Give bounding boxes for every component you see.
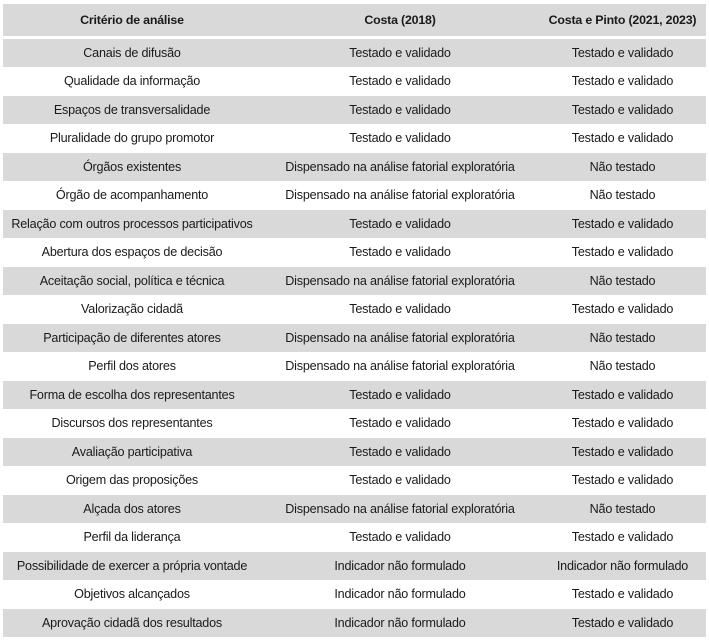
costa-2018-cell: Dispensado na análise fatorial exploratória [261, 495, 539, 524]
costa-2018-cell: Indicador não formulado [261, 552, 539, 581]
criterio-cell: Forma de escolha dos representantes [3, 381, 261, 410]
costa-pinto-cell: Testado e validado [539, 295, 706, 324]
costa-2018-cell: Indicador não formulado [261, 609, 539, 637]
criterio-cell: Qualidade da informação [3, 67, 261, 96]
criterio-cell: Valorização cidadã [3, 295, 261, 324]
costa-pinto-cell: Não testado [539, 324, 706, 353]
table-row [3, 295, 706, 324]
table-row [3, 238, 706, 267]
costa-2018-cell: Testado e validado [261, 438, 539, 467]
header-row [3, 4, 706, 38]
costa-pinto-cell: Testado e validado [539, 96, 706, 125]
costa-pinto-cell: Não testado [539, 352, 706, 381]
costa-pinto-cell: Não testado [539, 153, 706, 182]
costa-pinto-cell: Indicador não formulado [539, 552, 706, 581]
table-row [3, 153, 706, 182]
criterio-cell: Relação com outros processos participativos [3, 210, 261, 239]
criterio-cell: Avaliação participativa [3, 438, 261, 467]
costa-pinto-cell: Não testado [539, 181, 706, 210]
costa-pinto-cell: Testado e validado [539, 609, 706, 637]
costa-2018-cell: Indicador não formulado [261, 580, 539, 609]
header-criterio: Critério de análise [3, 4, 261, 38]
table-row [3, 438, 706, 467]
criterio-cell: Aceitação social, política e técnica [3, 267, 261, 296]
table-row [3, 67, 706, 96]
table-row [3, 381, 706, 410]
costa-pinto-cell: Testado e validado [539, 381, 706, 410]
criterio-cell: Alçada dos atores [3, 495, 261, 524]
criterio-cell: Pluralidade do grupo promotor [3, 124, 261, 153]
costa-2018-cell: Testado e validado [261, 67, 539, 96]
table-body [3, 38, 706, 637]
costa-2018-cell: Testado e validado [261, 381, 539, 410]
costa-2018-cell: Testado e validado [261, 466, 539, 495]
table-row [3, 267, 706, 296]
criterio-cell: Participação de diferentes atores [3, 324, 261, 353]
criterio-cell: Espaços de transversalidade [3, 96, 261, 125]
costa-pinto-cell: Testado e validado [539, 210, 706, 239]
criterio-cell: Órgão de acompanhamento [3, 181, 261, 210]
costa-pinto-cell: Não testado [539, 495, 706, 524]
costa-2018-cell: Dispensado na análise fatorial exploratória [261, 153, 539, 182]
costa-pinto-cell: Testado e validado [539, 38, 706, 68]
table-row [3, 352, 706, 381]
costa-pinto-cell: Testado e validado [539, 523, 706, 552]
costa-pinto-cell: Testado e validado [539, 466, 706, 495]
costa-2018-cell: Testado e validado [261, 124, 539, 153]
table-row [3, 96, 706, 125]
table-row [3, 324, 706, 353]
table-row [3, 466, 706, 495]
table-header [3, 4, 706, 38]
costa-pinto-cell: Testado e validado [539, 238, 706, 267]
costa-2018-cell: Dispensado na análise fatorial exploratória [261, 181, 539, 210]
table-row [3, 495, 706, 524]
header-costa-pinto: Costa e Pinto (2021, 2023) [539, 4, 706, 38]
costa-pinto-cell: Testado e validado [539, 409, 706, 438]
costa-2018-cell: Testado e validado [261, 238, 539, 267]
table-row [3, 609, 706, 637]
table-row [3, 181, 706, 210]
costa-2018-cell: Testado e validado [261, 409, 539, 438]
table-row [3, 580, 706, 609]
criterio-cell: Aprovação cidadã dos resultados [3, 609, 261, 637]
criterio-cell: Órgãos existentes [3, 153, 261, 182]
criterio-cell: Perfil dos atores [3, 352, 261, 381]
costa-pinto-cell: Testado e validado [539, 67, 706, 96]
table-row [3, 38, 706, 68]
costa-2018-cell: Testado e validado [261, 210, 539, 239]
costa-2018-cell: Testado e validado [261, 96, 539, 125]
costa-2018-cell: Dispensado na análise fatorial exploratória [261, 352, 539, 381]
costa-2018-cell: Dispensado na análise fatorial exploratória [261, 324, 539, 353]
costa-2018-cell: Testado e validado [261, 38, 539, 68]
header-costa-2018: Costa (2018) [261, 4, 539, 38]
table-row [3, 409, 706, 438]
criterio-cell: Canais de difusão [3, 38, 261, 68]
table-row [3, 124, 706, 153]
criterio-cell: Origem das proposições [3, 466, 261, 495]
costa-2018-cell: Dispensado na análise fatorial exploratória [261, 267, 539, 296]
criterio-cell: Objetivos alcançados [3, 580, 261, 609]
criterio-cell: Perfil da liderança [3, 523, 261, 552]
costa-2018-cell: Testado e validado [261, 295, 539, 324]
costa-pinto-cell: Testado e validado [539, 438, 706, 467]
table-row [3, 523, 706, 552]
criterio-cell: Possibilidade de exercer a própria vontade [3, 552, 261, 581]
criterio-cell: Discursos dos representantes [3, 409, 261, 438]
table-row [3, 552, 706, 581]
criteria-table [3, 4, 706, 637]
costa-2018-cell: Testado e validado [261, 523, 539, 552]
table-row [3, 210, 706, 239]
criterio-cell: Abertura dos espaços de decisão [3, 238, 261, 267]
costa-pinto-cell: Testado e validado [539, 580, 706, 609]
costa-pinto-cell: Não testado [539, 267, 706, 296]
costa-pinto-cell: Testado e validado [539, 124, 706, 153]
